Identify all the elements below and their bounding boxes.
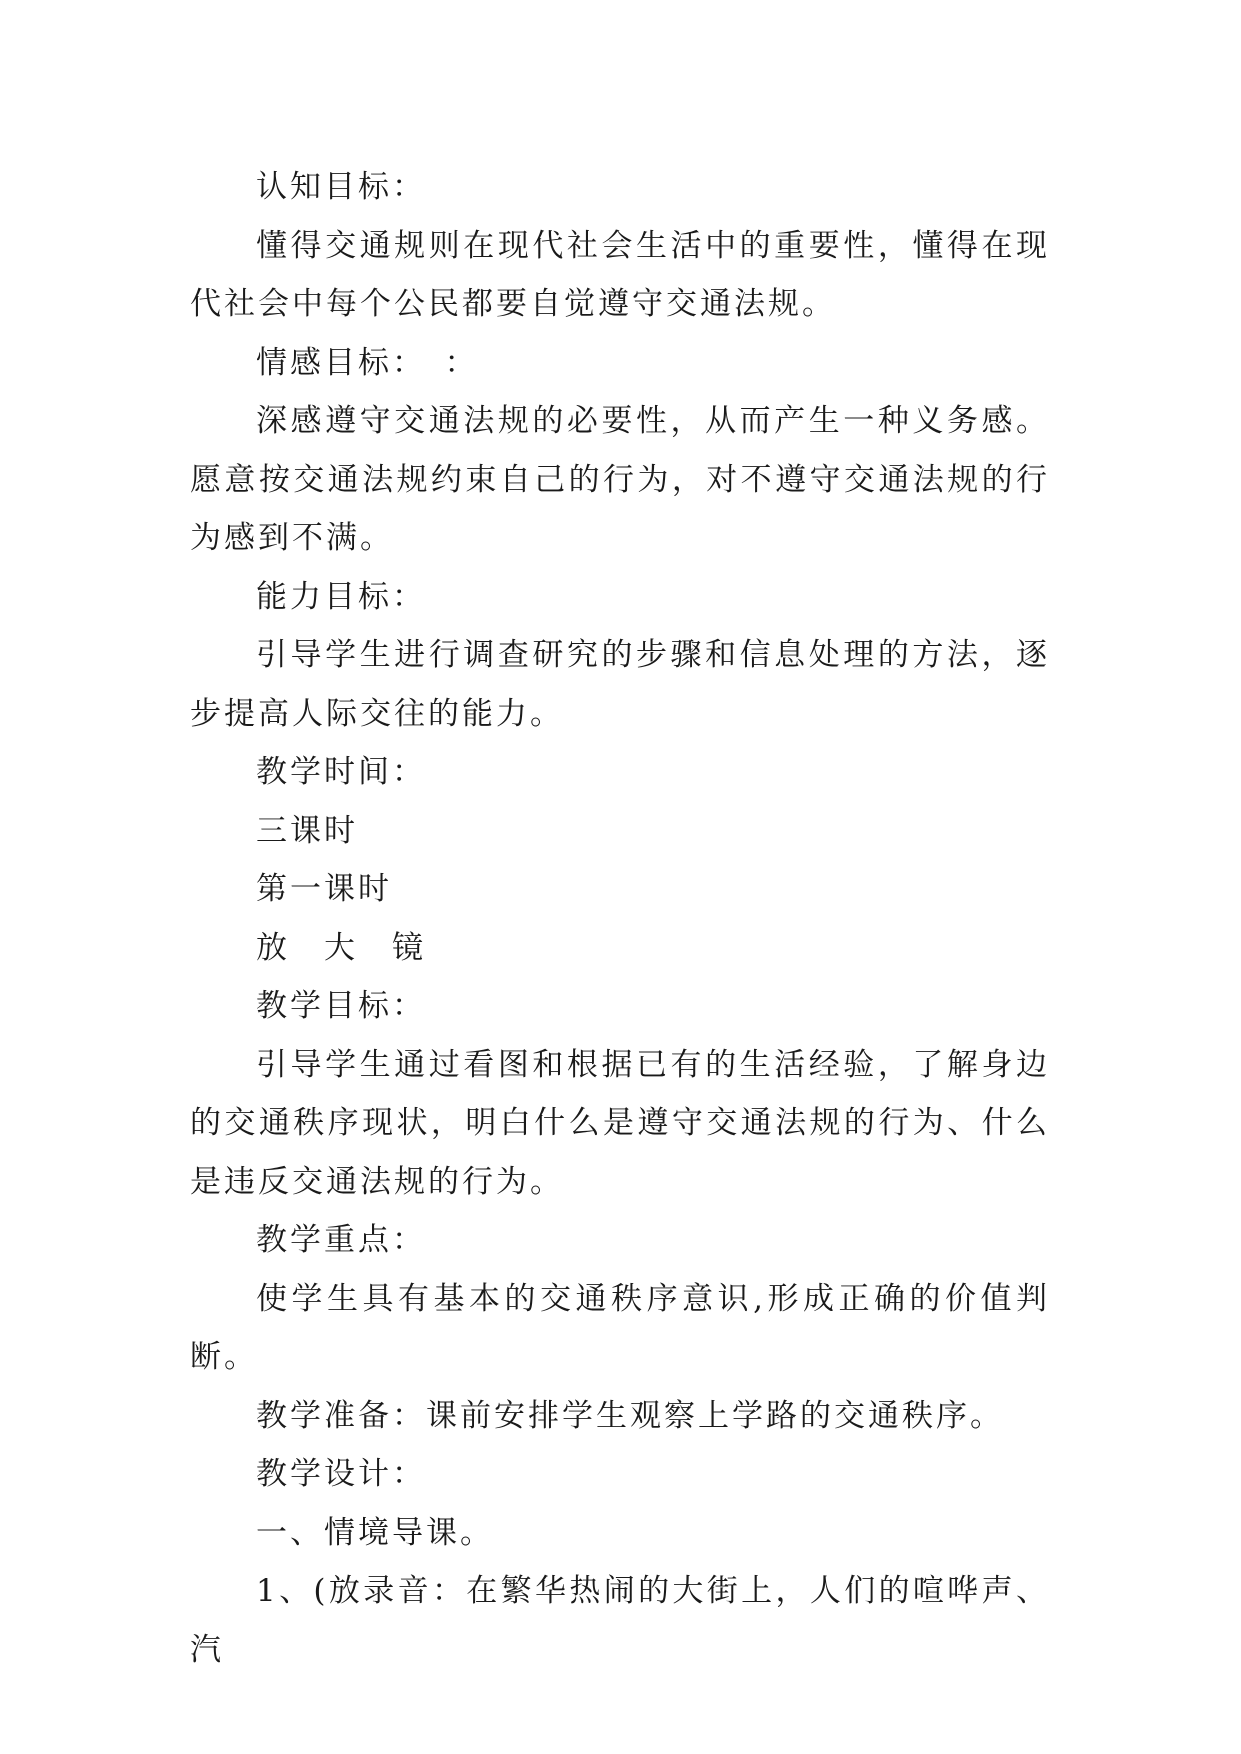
heading-cognitive-goal: 认知目标： (256, 169, 426, 205)
paragraph-ability-goal: 引导学生进行调查研究的步骤和信息处理的方法，逐步提高人际交往的能力。 (190, 637, 1050, 732)
heading-emotional-goal: 情感目标： ： (256, 344, 479, 381)
heading-teaching-design: 教学设计： (256, 1456, 426, 1492)
paragraph-teaching-preparation: 教学准备：课前安排学生观察上学路的交通秩序。 (256, 1397, 1004, 1434)
paragraph-teaching-focus: 使学生具有基本的交通秩序意识,形成正确的价值判断。 (190, 1280, 1050, 1375)
paragraph-teaching-goal: 引导学生通过看图和根据已有的生活经验，了解身边的交通秩序现状，明白什么是遵守交通法规的行为、什么是违反交通法规的行为。 (190, 1046, 1050, 1200)
heading-teaching-time: 教学时间： (256, 754, 426, 790)
heading-section-one: 一、情境导课。 (256, 1514, 494, 1551)
document-body (190, 158, 1050, 1679)
heading-first-lesson: 第一课时 (256, 871, 392, 907)
paragraph-step-one: 1、(放录音：在繁华热闹的大街上，人们的喧哗声、汽 (190, 1573, 1050, 1668)
paragraph-cognitive-goal: 懂得交通规则在现代社会生活中的重要性，懂得在现代社会中每个公民都要自觉遵守交通法规。 (190, 227, 1050, 322)
paragraph-emotional-goal: 深感遵守交通法规的必要性，从而产生一种义务感。愿意按交通法规约束自己的行为，对不遵守交通法规的行为感到不满。 (190, 403, 1050, 556)
heading-ability-goal: 能力目标： (256, 578, 426, 615)
heading-teaching-focus: 教学重点： (256, 1222, 426, 1258)
paragraph-teaching-time: 三课时 (256, 812, 358, 849)
heading-teaching-goal: 教学目标： (256, 988, 426, 1024)
heading-lesson-title: 放 大 镜 (256, 929, 426, 966)
